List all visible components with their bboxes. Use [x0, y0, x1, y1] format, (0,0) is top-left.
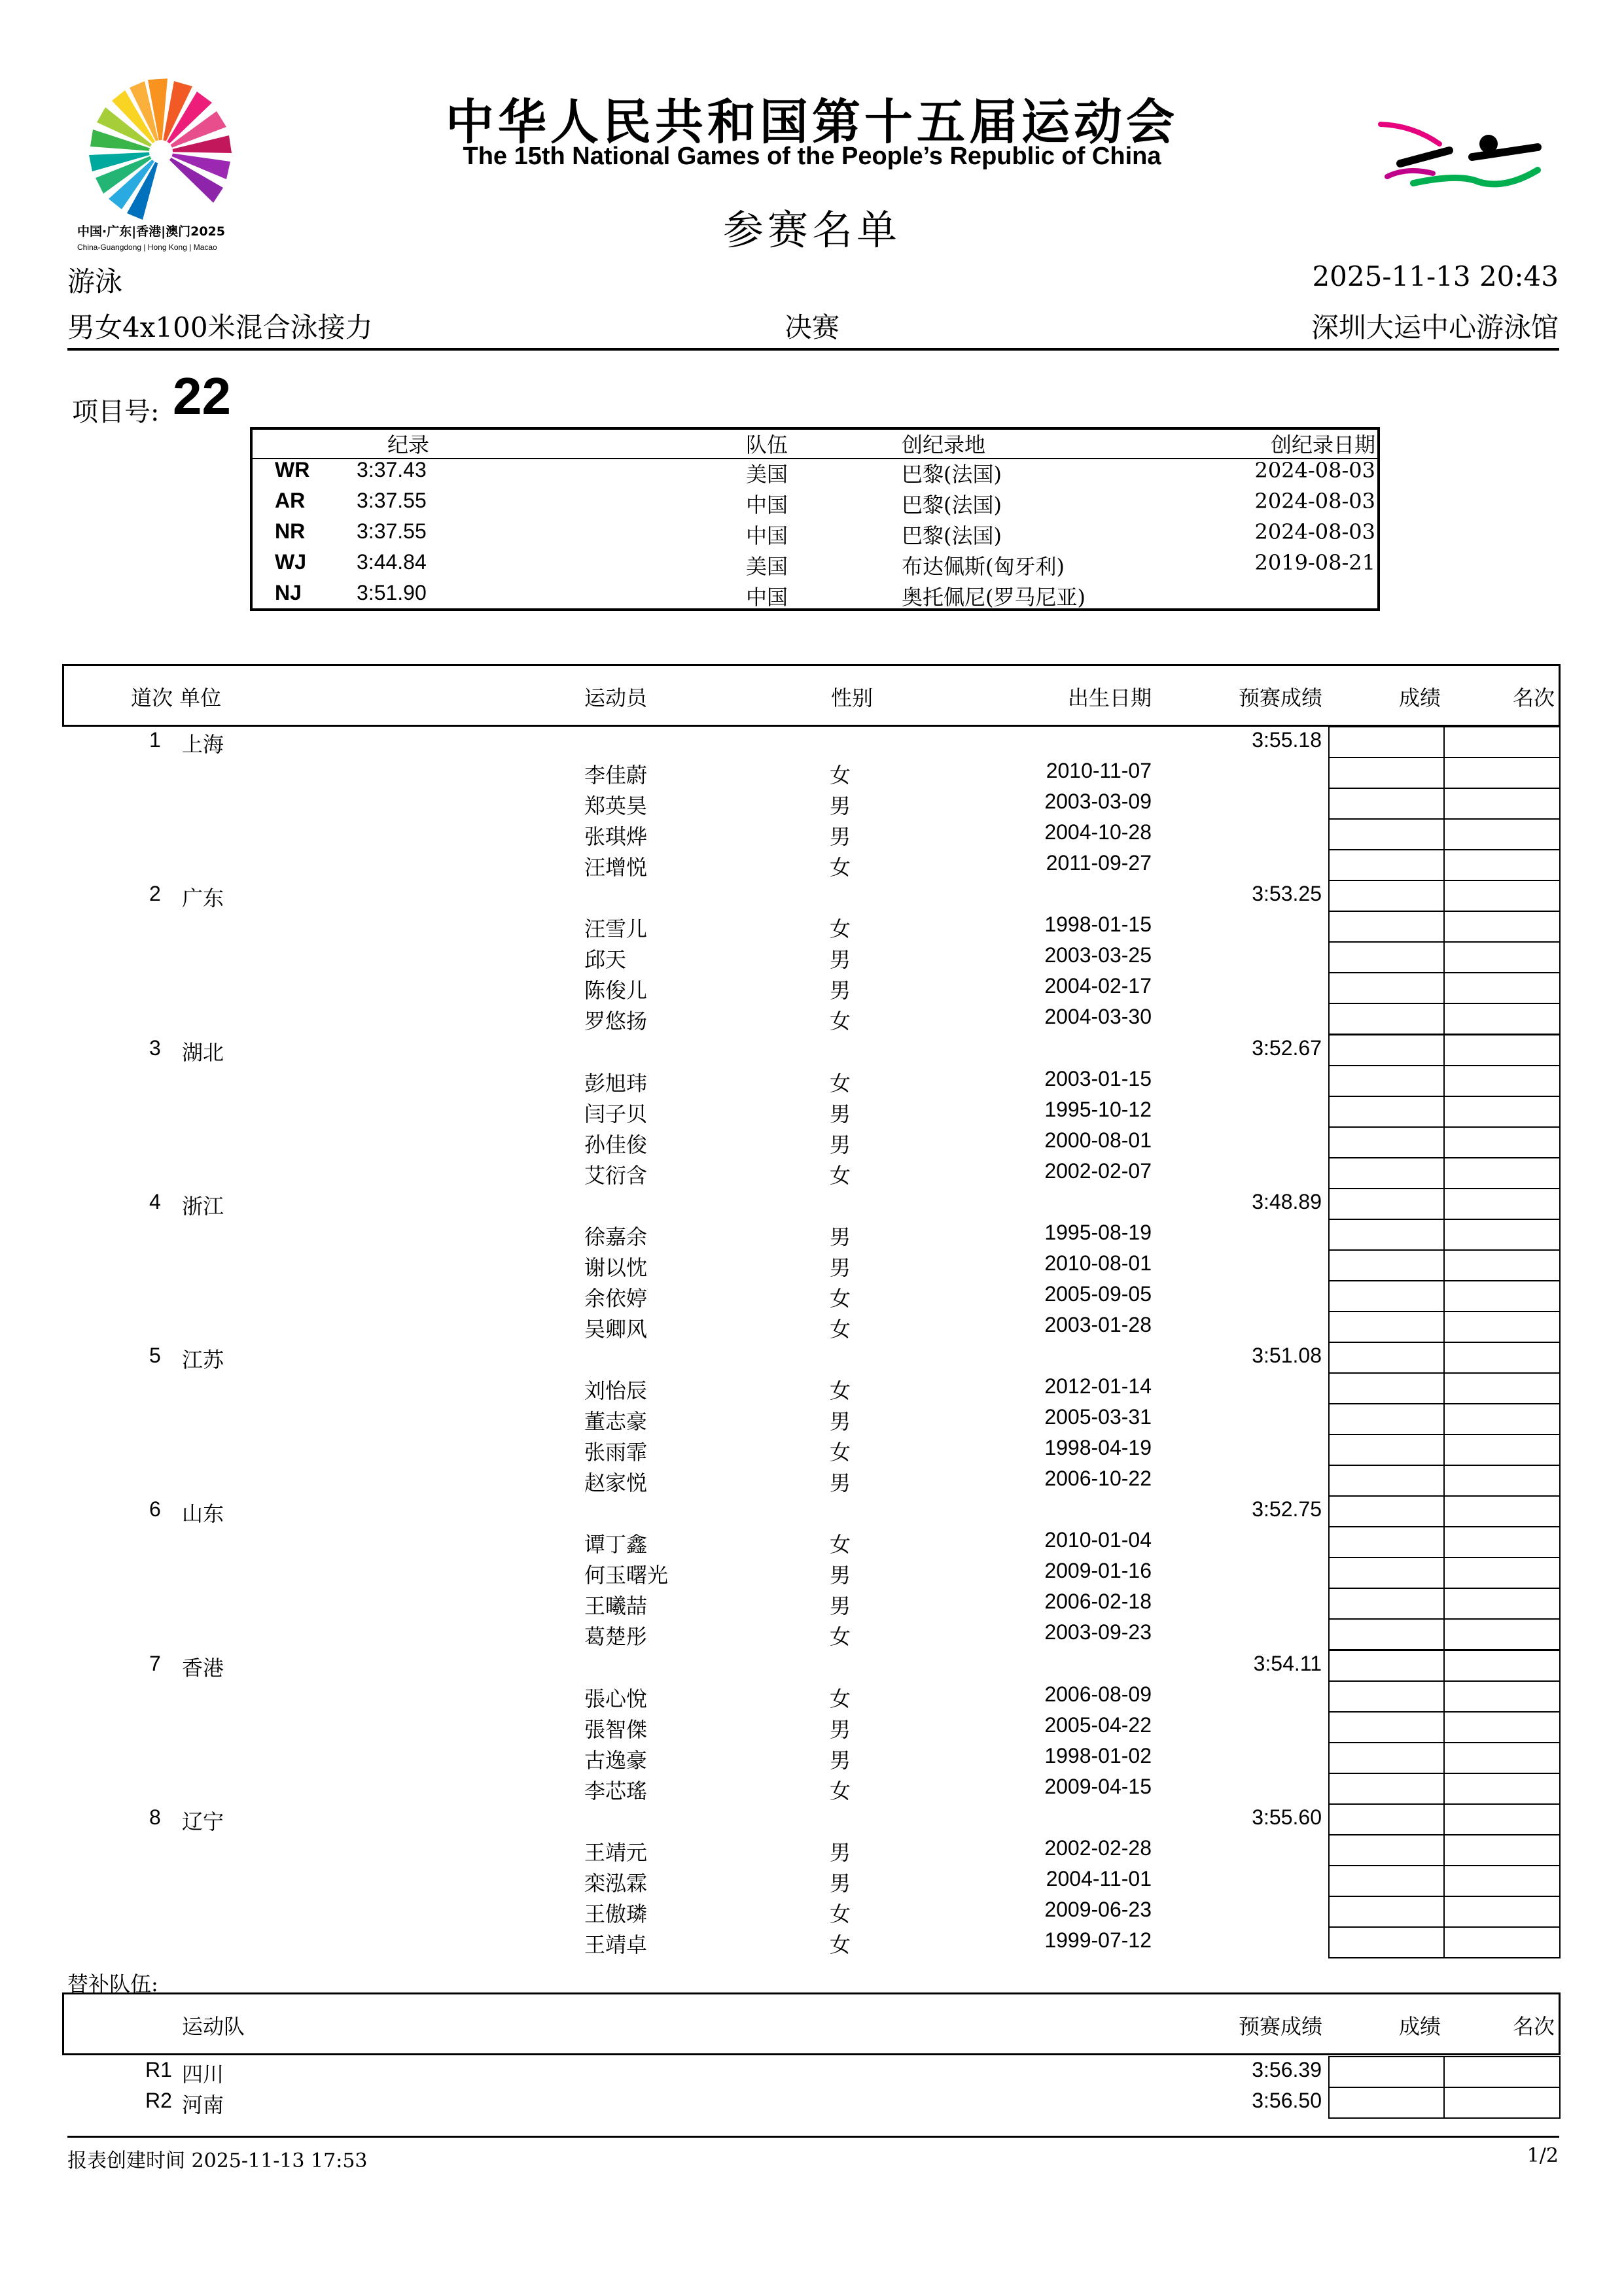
athlete-dob: 1998-01-02: [1044, 1743, 1152, 1767]
team-unit: 辽宁: [182, 1809, 224, 1834]
athlete-name: 王靖元: [584, 1839, 648, 1865]
result-cell: [1328, 1680, 1445, 1713]
event-phase: 决赛: [784, 311, 839, 343]
athlete-name: 张雨霏: [584, 1440, 648, 1465]
records-header-team: 队伍: [746, 432, 788, 457]
result-cell: [1328, 1157, 1445, 1189]
athlete-dob: 2009-01-16: [1044, 1559, 1152, 1583]
lane-number: 8: [149, 1805, 161, 1829]
record-time: 3:51.90: [357, 581, 427, 604]
rank-cell: [1443, 1126, 1561, 1158]
heat-result: 3:55.60: [1252, 1805, 1322, 1829]
team-unit: 广东: [182, 886, 224, 911]
result-cell: [1328, 2087, 1445, 2119]
result-cell: [1328, 1834, 1445, 1866]
rank-cell: [1443, 972, 1561, 1004]
rank-cell: [1443, 1773, 1561, 1805]
record-date: 2019-08-21: [1254, 550, 1375, 575]
result-cell: [1328, 1280, 1445, 1312]
result-cell: [1328, 972, 1445, 1004]
lane-number: 6: [149, 1497, 161, 1522]
record-time: 3:44.84: [357, 550, 427, 574]
result-cell: [1328, 1188, 1445, 1220]
athlete-dob: 2005-03-31: [1044, 1405, 1152, 1429]
result-cell: [1328, 1650, 1445, 1682]
athlete-dob: 2004-10-28: [1044, 820, 1152, 844]
athlete-dob: 2006-02-18: [1044, 1590, 1152, 1614]
result-cell: [1328, 1372, 1445, 1404]
games-title-en: The 15th National Games of the People’s Republic of China: [463, 143, 1161, 170]
report-datetime: 2025-11-13 20:43: [1312, 260, 1559, 292]
athlete-gender: 男: [830, 1470, 851, 1496]
athlete-name: 汪雪儿: [584, 916, 648, 942]
reserves-header-box: [62, 1992, 1561, 2055]
athlete-gender: 女: [830, 1285, 851, 1311]
athlete-dob: 2012-01-14: [1044, 1374, 1152, 1399]
athlete-gender: 女: [830, 763, 851, 788]
rank-cell: [1443, 2087, 1561, 2119]
lane-number: 7: [149, 1651, 161, 1675]
result-cell: [1328, 818, 1445, 850]
reserves-col-heat: 预赛成绩: [1239, 2014, 1323, 2039]
athlete-name: 張心悅: [584, 1686, 648, 1711]
record-place: 奥托佩尼(罗马尼亚): [902, 585, 1086, 610]
athlete-dob: 1995-08-19: [1044, 1220, 1152, 1244]
rank-cell: [1443, 880, 1561, 912]
sport-name: 游泳: [67, 266, 123, 298]
record-team: 美国: [746, 462, 788, 487]
header-divider: [67, 348, 1559, 351]
athlete-name: 葛楚彤: [584, 1624, 648, 1650]
reserve-code: R2: [145, 2089, 172, 2112]
rank-cell: [1443, 1495, 1561, 1527]
rank-cell: [1443, 911, 1561, 943]
athlete-gender: 女: [830, 1901, 851, 1926]
col-rank: 名次: [1513, 686, 1555, 710]
record-team: 美国: [746, 554, 788, 579]
heat-result: 3:53.25: [1252, 882, 1322, 906]
result-cell: [1328, 1311, 1445, 1343]
rank-cell: [1443, 1188, 1561, 1220]
athlete-name: 汪增悦: [584, 855, 648, 880]
athlete-gender: 女: [830, 1378, 851, 1404]
rank-cell: [1443, 1003, 1561, 1035]
athlete-gender: 女: [830, 1624, 851, 1650]
logo-caption-1: 中国·广东|香港|澳门2025: [77, 224, 225, 239]
lane-number: 3: [149, 1035, 161, 1060]
athlete-gender: 男: [830, 1563, 851, 1588]
athlete-gender: 男: [830, 1839, 851, 1865]
result-cell: [1328, 1034, 1445, 1066]
athlete-name: 刘怡辰: [584, 1378, 648, 1404]
heat-result: 3:52.75: [1252, 1497, 1322, 1522]
athlete-dob: 2005-04-22: [1044, 1713, 1152, 1737]
athlete-gender: 男: [830, 793, 851, 819]
result-cell: [1328, 1495, 1445, 1527]
record-place: 巴黎(法国): [902, 462, 1002, 487]
athlete-gender: 男: [830, 947, 851, 973]
report-created: 报表创建时间 2025-11-13 17:53: [67, 2149, 368, 2172]
record-team: 中国: [746, 493, 788, 517]
athlete-name: 徐嘉余: [584, 1224, 648, 1249]
athlete-name: 王傲璘: [584, 1901, 648, 1926]
rank-cell: [1443, 1526, 1561, 1558]
result-cell: [1328, 1557, 1445, 1589]
athlete-dob: 2003-03-25: [1044, 943, 1152, 967]
rank-cell: [1443, 1865, 1561, 1897]
reserve-heat: 3:56.50: [1252, 2089, 1322, 2112]
record-place: 巴黎(法国): [902, 493, 1002, 517]
result-cell: [1328, 788, 1445, 820]
result-cell: [1328, 1803, 1445, 1835]
result-cell: [1328, 1003, 1445, 1035]
athlete-gender: 女: [830, 1932, 851, 1957]
rank-cell: [1443, 1372, 1561, 1404]
record-date: 2024-08-03: [1254, 458, 1375, 483]
athlete-gender: 男: [830, 1747, 851, 1773]
result-cell: [1328, 1434, 1445, 1466]
rank-cell: [1443, 1065, 1561, 1097]
athlete-name: 王靖卓: [584, 1932, 648, 1957]
athlete-gender: 女: [830, 1162, 851, 1188]
athlete-name: 李芯瑤: [584, 1778, 648, 1803]
result-cell: [1328, 1588, 1445, 1620]
rank-cell: [1443, 1557, 1561, 1589]
athlete-gender: 男: [830, 1409, 851, 1435]
athlete-name: 谭丁鑫: [584, 1532, 648, 1557]
athlete-gender: 男: [830, 824, 851, 850]
athlete-dob: 2009-04-15: [1044, 1774, 1152, 1798]
team-unit: 上海: [182, 732, 224, 757]
rank-cell: [1443, 757, 1561, 789]
athlete-dob: 2010-08-01: [1044, 1251, 1152, 1275]
athlete-name: 張智傑: [584, 1716, 648, 1742]
swimming-pictogram: [1374, 111, 1551, 203]
athlete-dob: 2003-01-15: [1044, 1066, 1152, 1090]
athlete-gender: 女: [830, 1009, 851, 1034]
games-title-cn: 中华人民共和国第十五届运动会: [446, 94, 1178, 150]
team-unit: 江苏: [182, 1348, 224, 1372]
record-team: 中国: [746, 523, 788, 548]
record-code: AR: [275, 489, 306, 512]
result-cell: [1328, 1465, 1445, 1497]
result-cell: [1328, 1865, 1445, 1897]
lane-number: 5: [149, 1344, 161, 1367]
athlete-dob: 1995-10-12: [1044, 1097, 1152, 1121]
athlete-dob: 2003-01-28: [1044, 1312, 1152, 1336]
footer-divider: [67, 2136, 1559, 2138]
col-heat-result: 预赛成绩: [1239, 686, 1323, 710]
athlete-name: 艾衍含: [584, 1162, 648, 1188]
rank-cell: [1443, 1588, 1561, 1620]
rank-cell: [1443, 1311, 1561, 1343]
team-unit: 浙江: [182, 1193, 224, 1219]
athlete-name: 谢以忱: [584, 1255, 648, 1280]
athlete-name: 陈俊儿: [584, 978, 648, 1003]
record-team: 中国: [746, 585, 788, 610]
rank-cell: [1443, 1157, 1561, 1189]
athlete-gender: 女: [830, 1686, 851, 1711]
athlete-name: 古逸豪: [584, 1747, 648, 1773]
heat-result: 3:51.08: [1252, 1344, 1322, 1367]
athlete-dob: 2003-09-23: [1044, 1620, 1152, 1644]
col-athlete: 运动员: [584, 686, 648, 710]
record-code: WJ: [275, 550, 306, 574]
athlete-dob: 2005-09-05: [1044, 1281, 1152, 1306]
rank-cell: [1443, 1096, 1561, 1128]
record-date: 2024-08-03: [1254, 519, 1375, 544]
record-time: 3:37.55: [357, 519, 427, 543]
rank-cell: [1443, 1280, 1561, 1312]
col-lane-unit: 道次 单位: [131, 686, 222, 710]
lane-number: 2: [149, 882, 161, 906]
result-cell: [1328, 757, 1445, 789]
athlete-dob: 2006-10-22: [1044, 1467, 1152, 1491]
athlete-gender: 男: [830, 978, 851, 1003]
result-cell: [1328, 1526, 1445, 1558]
athlete-gender: 女: [830, 855, 851, 880]
rank-cell: [1443, 788, 1561, 820]
reserve-team: 河南: [182, 2093, 224, 2117]
athlete-name: 邱天: [584, 947, 627, 973]
athlete-dob: 2006-08-09: [1044, 1682, 1152, 1706]
athlete-gender: 女: [830, 916, 851, 942]
reserve-heat: 3:56.39: [1252, 2058, 1322, 2081]
logo-caption-2: China-Guangdong | Hong Kong | Macao: [77, 243, 217, 252]
result-cell: [1328, 1618, 1445, 1650]
event-number-label: 项目号:: [72, 397, 160, 427]
record-place: 巴黎(法国): [902, 523, 1002, 548]
reserve-code: R1: [145, 2058, 172, 2081]
athlete-dob: 2004-03-30: [1044, 1005, 1152, 1029]
heat-result: 3:55.18: [1252, 728, 1322, 752]
athlete-gender: 女: [830, 1440, 851, 1465]
rank-cell: [1443, 849, 1561, 881]
result-cell: [1328, 941, 1445, 973]
result-cell: [1328, 849, 1445, 881]
result-cell: [1328, 1926, 1445, 1958]
col-gender: 性别: [831, 686, 874, 710]
rank-cell: [1443, 1650, 1561, 1682]
rank-cell: [1443, 1742, 1561, 1774]
athlete-name: 张琪烨: [584, 824, 648, 850]
athlete-name: 吴卿风: [584, 1316, 648, 1342]
heat-result: 3:48.89: [1252, 1189, 1322, 1213]
rank-cell: [1443, 1834, 1561, 1866]
athlete-dob: 2011-09-27: [1046, 851, 1152, 875]
athlete-dob: 2004-11-01: [1046, 1866, 1152, 1890]
rank-cell: [1443, 1711, 1561, 1743]
athlete-name: 董志豪: [584, 1409, 648, 1435]
athlete-dob: 2000-08-01: [1044, 1128, 1152, 1152]
heat-result: 3:52.67: [1252, 1035, 1322, 1060]
heat-result: 3:54.11: [1253, 1651, 1322, 1675]
result-cell: [1328, 1742, 1445, 1774]
athlete-gender: 男: [830, 1132, 851, 1157]
rank-cell: [1443, 1896, 1561, 1928]
result-cell: [1328, 1896, 1445, 1928]
venue-name: 深圳大运中心游泳馆: [1311, 311, 1559, 343]
athlete-dob: 2009-06-23: [1044, 1897, 1152, 1921]
athlete-dob: 1999-07-12: [1044, 1928, 1152, 1952]
athlete-name: 罗悠扬: [584, 1009, 648, 1034]
athlete-name: 孙佳俊: [584, 1132, 648, 1157]
col-dob: 出生日期: [1068, 686, 1152, 710]
document-title: 参赛名单: [722, 206, 901, 254]
athlete-gender: 男: [830, 1716, 851, 1742]
rank-cell: [1443, 1680, 1561, 1713]
athlete-name: 彭旭玮: [584, 1070, 648, 1096]
record-time: 3:37.55: [357, 489, 427, 512]
athlete-name: 赵家悦: [584, 1470, 648, 1496]
athlete-gender: 男: [830, 1101, 851, 1126]
records-header-record: 纪录: [387, 432, 430, 457]
athlete-gender: 女: [830, 1532, 851, 1557]
rank-cell: [1443, 1249, 1561, 1281]
event-number: 22: [173, 367, 231, 425]
athlete-dob: 2003-03-09: [1044, 790, 1152, 814]
rank-cell: [1443, 941, 1561, 973]
result-cell: [1328, 1219, 1445, 1251]
athlete-name: 闫子贝: [584, 1101, 648, 1126]
lane-number: 4: [149, 1189, 161, 1213]
team-unit: 湖北: [182, 1039, 224, 1065]
reserve-team: 四川: [182, 2062, 224, 2087]
athlete-gender: 男: [830, 1224, 851, 1249]
athlete-dob: 1998-04-19: [1044, 1436, 1152, 1460]
record-code: NR: [275, 519, 306, 543]
entries-header-box: [62, 664, 1561, 727]
athlete-dob: 2002-02-07: [1044, 1158, 1152, 1183]
athlete-dob: 2004-02-17: [1044, 974, 1152, 998]
athlete-name: 王曦喆: [584, 1593, 648, 1619]
result-cell: [1328, 1342, 1445, 1374]
result-cell: [1328, 880, 1445, 912]
record-code: WR: [275, 458, 310, 481]
lane-number: 1: [149, 728, 161, 752]
result-cell: [1328, 1773, 1445, 1805]
athlete-gender: 女: [830, 1070, 851, 1096]
records-header-date: 创纪录日期: [1270, 432, 1375, 457]
rank-cell: [1443, 1465, 1561, 1497]
rank-cell: [1443, 1403, 1561, 1435]
result-cell: [1328, 911, 1445, 943]
result-cell: [1328, 2056, 1445, 2088]
rank-cell: [1443, 1618, 1561, 1650]
result-cell: [1328, 1126, 1445, 1158]
rank-cell: [1443, 1034, 1561, 1066]
rank-cell: [1443, 1803, 1561, 1835]
athlete-dob: 2010-11-07: [1046, 759, 1152, 783]
athlete-name: 栾泓霖: [584, 1870, 648, 1896]
team-unit: 山东: [182, 1501, 224, 1527]
team-unit: 香港: [182, 1655, 224, 1680]
record-date: 2024-08-03: [1254, 489, 1375, 513]
record-place: 布达佩斯(匈牙利): [902, 554, 1065, 579]
result-cell: [1328, 1711, 1445, 1743]
records-header-place: 创纪录地: [902, 432, 986, 457]
athlete-gender: 男: [830, 1870, 851, 1896]
athlete-gender: 女: [830, 1316, 851, 1342]
athlete-gender: 女: [830, 1778, 851, 1803]
athlete-name: 郑英昊: [584, 793, 648, 819]
event-name: 男女4x100米混合泳接力: [67, 311, 373, 343]
reserves-col-result: 成绩: [1399, 2014, 1441, 2039]
reserves-label: 替补队伍:: [67, 1972, 158, 1996]
record-time: 3:37.43: [357, 458, 427, 481]
athlete-dob: 2010-01-04: [1044, 1528, 1152, 1552]
rank-cell: [1443, 1342, 1561, 1374]
athlete-dob: 2002-02-28: [1044, 1835, 1152, 1860]
record-code: NJ: [275, 581, 302, 604]
athlete-dob: 1998-01-15: [1044, 913, 1152, 937]
page-number: 1/2: [1527, 2144, 1559, 2167]
rank-cell: [1443, 818, 1561, 850]
result-cell: [1328, 1403, 1445, 1435]
rank-cell: [1443, 1926, 1561, 1958]
reserves-col-team: 运动队: [182, 2014, 245, 2039]
athlete-name: 余依婷: [584, 1285, 648, 1311]
result-cell: [1328, 1065, 1445, 1097]
athlete-name: 何玉曙光: [584, 1563, 669, 1588]
rank-cell: [1443, 1219, 1561, 1251]
athlete-gender: 男: [830, 1593, 851, 1619]
athlete-gender: 男: [830, 1255, 851, 1280]
rank-cell: [1443, 2056, 1561, 2088]
col-result: 成绩: [1399, 686, 1441, 710]
reserves-col-rank: 名次: [1513, 2014, 1555, 2039]
rank-cell: [1443, 1434, 1561, 1466]
athlete-name: 李佳蔚: [584, 763, 648, 788]
swimmer-icon: [1374, 111, 1551, 203]
result-cell: [1328, 1096, 1445, 1128]
result-cell: [1328, 1249, 1445, 1281]
result-cell: [1328, 726, 1445, 758]
rank-cell: [1443, 726, 1561, 758]
